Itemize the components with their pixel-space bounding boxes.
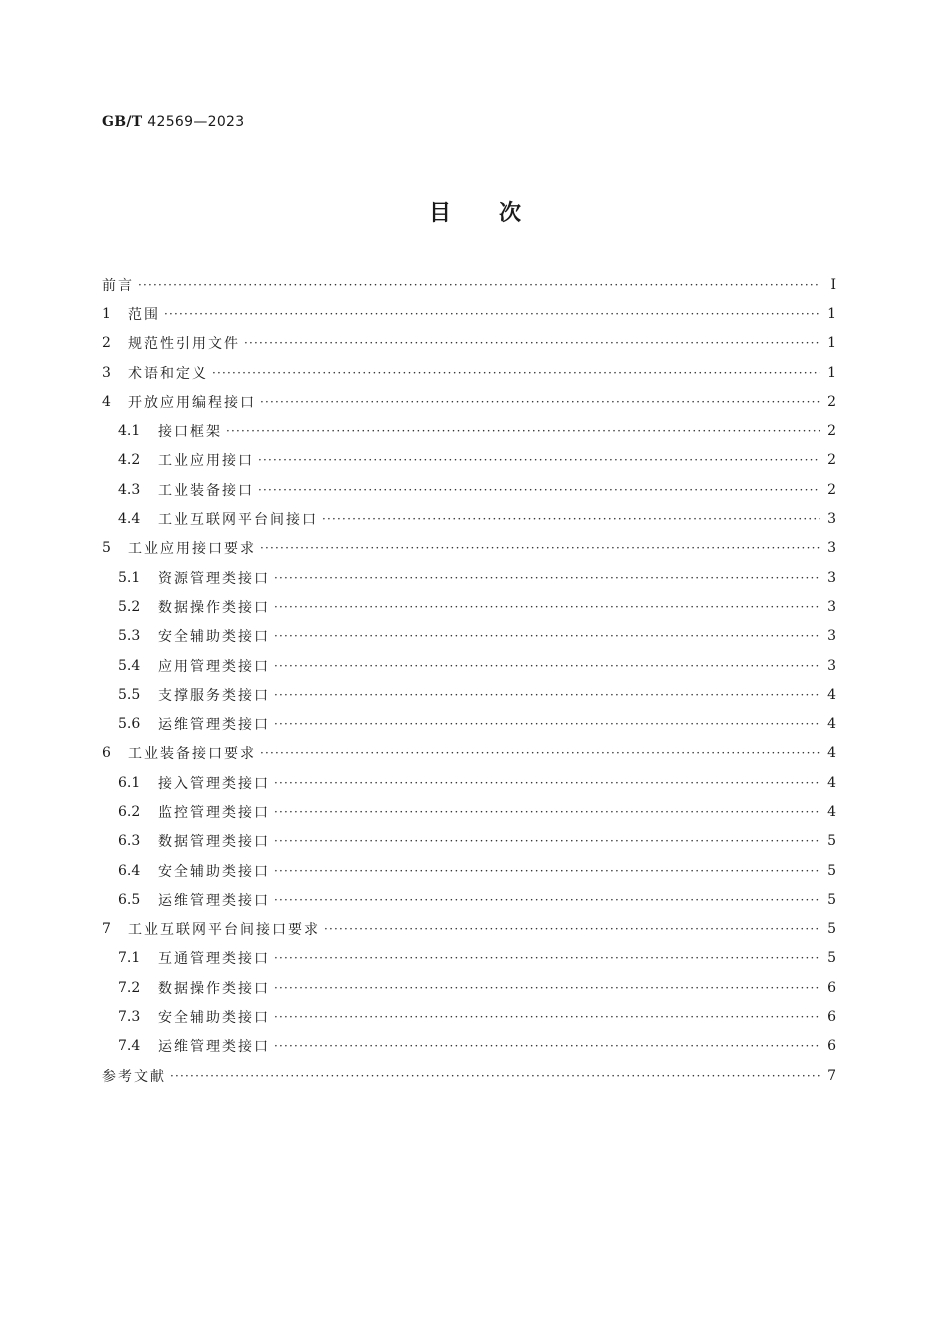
toc-entry-number: 6 bbox=[102, 745, 111, 762]
standard-code bbox=[102, 114, 244, 130]
toc-dot-leader bbox=[138, 278, 820, 292]
toc-entry[interactable] bbox=[102, 592, 836, 621]
toc-entry-number: 5 bbox=[102, 540, 111, 557]
toc-entry-number: 4.4 bbox=[118, 511, 141, 528]
toc-entry[interactable] bbox=[102, 739, 836, 768]
toc-entry[interactable] bbox=[102, 856, 836, 885]
toc-entry-page: 4 bbox=[827, 745, 836, 762]
toc-dot-leader bbox=[274, 659, 820, 673]
toc-entry-number: 6.3 bbox=[118, 833, 141, 850]
toc-entry-label: 安全辅助类接口 bbox=[158, 1010, 270, 1027]
toc-entry-page: 3 bbox=[827, 657, 836, 674]
toc-dot-leader bbox=[260, 395, 820, 409]
table-of-contents bbox=[102, 270, 836, 1090]
toc-dot-leader bbox=[244, 336, 820, 350]
toc-entry[interactable] bbox=[102, 416, 836, 445]
toc-dot-leader bbox=[274, 834, 820, 848]
toc-entry[interactable] bbox=[102, 534, 836, 563]
toc-entry-page: 3 bbox=[827, 598, 836, 615]
toc-dot-leader bbox=[274, 688, 820, 702]
toc-entry-label: 运维管理类接口 bbox=[158, 892, 270, 909]
toc-entry-page: 5 bbox=[827, 950, 836, 967]
toc-entry-label: 安全辅助类接口 bbox=[158, 629, 270, 646]
toc-entry-label: 参考文献 bbox=[102, 1068, 166, 1085]
toc-entry-label: 运维管理类接口 bbox=[158, 1039, 270, 1056]
toc-entry-label: 工业互联网平台间接口 bbox=[158, 512, 318, 529]
toc-entry-label: 支撑服务类接口 bbox=[158, 687, 270, 704]
toc-dot-leader bbox=[274, 717, 820, 731]
toc-entry[interactable] bbox=[102, 915, 836, 944]
toc-entry[interactable] bbox=[102, 797, 836, 826]
toc-entry-label: 应用管理类接口 bbox=[158, 658, 270, 675]
toc-entry-number: 4.2 bbox=[118, 452, 141, 469]
toc-dot-leader bbox=[170, 1069, 820, 1083]
toc-dot-leader bbox=[260, 746, 820, 760]
toc-entry-label: 术语和定义 bbox=[128, 365, 208, 382]
toc-dot-leader bbox=[274, 629, 820, 643]
toc-dot-leader bbox=[274, 571, 820, 585]
toc-entry[interactable] bbox=[102, 680, 836, 709]
toc-entry[interactable] bbox=[102, 475, 836, 504]
toc-entry[interactable] bbox=[102, 827, 836, 856]
toc-entry-label: 工业装备接口 bbox=[158, 482, 254, 499]
toc-entry-page: 5 bbox=[827, 921, 836, 938]
toc-entry-label: 规范性引用文件 bbox=[128, 336, 240, 353]
toc-entry-number: 5.6 bbox=[118, 716, 141, 733]
toc-entry-page: 2 bbox=[827, 481, 836, 498]
toc-entry-page: 6 bbox=[827, 979, 836, 996]
toc-dot-leader bbox=[212, 366, 820, 380]
toc-entry-page: 4 bbox=[827, 803, 836, 820]
toc-entry-label: 工业互联网平台间接口要求 bbox=[128, 922, 320, 939]
toc-entry[interactable] bbox=[102, 709, 836, 738]
toc-dot-leader bbox=[260, 541, 820, 555]
toc-entry-number: 4.1 bbox=[118, 423, 141, 440]
toc-entry-page: 4 bbox=[827, 716, 836, 733]
toc-dot-leader bbox=[274, 600, 820, 614]
toc-entry[interactable] bbox=[102, 504, 836, 533]
toc-dot-leader bbox=[274, 893, 820, 907]
toc-entry-number: 5.4 bbox=[118, 657, 141, 674]
toc-dot-leader bbox=[274, 1010, 820, 1024]
toc-entry-page: 3 bbox=[827, 511, 836, 528]
toc-entry[interactable] bbox=[102, 651, 836, 680]
toc-entry[interactable] bbox=[102, 1032, 836, 1061]
toc-entry[interactable] bbox=[102, 944, 836, 973]
toc-entry-number: 1 bbox=[102, 305, 111, 322]
toc-entry-number: 7.4 bbox=[118, 1038, 141, 1055]
toc-entry[interactable] bbox=[102, 299, 836, 328]
toc-entry-page: 2 bbox=[827, 452, 836, 469]
toc-entry-label: 范围 bbox=[128, 306, 160, 323]
toc-entry-label: 工业装备接口要求 bbox=[128, 746, 256, 763]
toc-entry-label: 数据操作类接口 bbox=[158, 980, 270, 997]
toc-dot-leader bbox=[274, 805, 820, 819]
toc-entry-page: 7 bbox=[827, 1067, 836, 1084]
toc-dot-leader bbox=[274, 951, 820, 965]
toc-entry-number: 5.2 bbox=[118, 598, 141, 615]
toc-entry-label: 安全辅助类接口 bbox=[158, 863, 270, 880]
toc-entry-number: 4.3 bbox=[118, 481, 141, 498]
toc-entry-number: 7.1 bbox=[118, 950, 141, 967]
toc-entry-page: 1 bbox=[827, 305, 836, 322]
toc-entry-page: 2 bbox=[827, 393, 836, 410]
toc-entry-number: 3 bbox=[102, 364, 111, 381]
toc-entry-page: 1 bbox=[827, 335, 836, 352]
toc-entry-page: 2 bbox=[827, 423, 836, 440]
toc-entry[interactable] bbox=[102, 768, 836, 797]
toc-entry[interactable] bbox=[102, 329, 836, 358]
toc-entry-number: 5.1 bbox=[118, 569, 141, 586]
toc-entry-label: 监控管理类接口 bbox=[158, 804, 270, 821]
toc-entry-number: 2 bbox=[102, 335, 111, 352]
toc-entry-label: 工业应用接口 bbox=[158, 453, 254, 470]
toc-entry[interactable] bbox=[102, 1061, 836, 1090]
toc-entry-number: 6.2 bbox=[118, 803, 141, 820]
toc-dot-leader bbox=[324, 922, 820, 936]
toc-entry-label: 接口框架 bbox=[158, 424, 222, 441]
toc-entry-label: 资源管理类接口 bbox=[158, 570, 270, 587]
standard-prefix: GB/T bbox=[102, 114, 143, 130]
toc-dot-leader bbox=[258, 483, 820, 497]
toc-dot-leader bbox=[274, 1039, 820, 1053]
toc-entry-page: 4 bbox=[827, 686, 836, 703]
toc-entry-page: 6 bbox=[827, 1009, 836, 1026]
toc-dot-leader bbox=[274, 776, 820, 790]
toc-entry-page: 3 bbox=[827, 540, 836, 557]
toc-entry[interactable] bbox=[102, 358, 836, 387]
toc-entry-page: 3 bbox=[827, 569, 836, 586]
standard-number: 42569—2023 bbox=[147, 114, 245, 130]
toc-entry-number: 6.1 bbox=[118, 774, 141, 791]
page-title: 目次 bbox=[428, 201, 569, 226]
toc-entry-page: 6 bbox=[827, 1038, 836, 1055]
toc-entry-number: 7.3 bbox=[118, 1009, 141, 1026]
toc-entry[interactable] bbox=[102, 387, 836, 416]
toc-entry-number: 4 bbox=[102, 393, 111, 410]
toc-dot-leader bbox=[258, 453, 820, 467]
toc-entry-number: 5.5 bbox=[118, 686, 141, 703]
toc-entry[interactable] bbox=[102, 270, 836, 299]
toc-entry-page: 5 bbox=[827, 862, 836, 879]
toc-entry[interactable] bbox=[102, 446, 836, 475]
toc-entry-number: 7.2 bbox=[118, 979, 141, 996]
toc-entry-number: 6.5 bbox=[118, 891, 141, 908]
toc-entry-label: 互通管理类接口 bbox=[158, 951, 270, 968]
toc-entry[interactable] bbox=[102, 622, 836, 651]
toc-entry-page: 4 bbox=[827, 774, 836, 791]
toc-entry-label: 前言 bbox=[102, 277, 134, 294]
toc-entry-page: 1 bbox=[827, 364, 836, 381]
toc-entry-label: 数据管理类接口 bbox=[158, 834, 270, 851]
toc-entry-page: 5 bbox=[827, 833, 836, 850]
toc-dot-leader bbox=[164, 307, 820, 321]
toc-entry-page: 5 bbox=[827, 891, 836, 908]
toc-entry[interactable] bbox=[102, 1002, 836, 1031]
toc-entry-label: 工业应用接口要求 bbox=[128, 541, 256, 558]
toc-entry-page: Ⅰ bbox=[830, 276, 836, 293]
toc-entry-number: 7 bbox=[102, 921, 111, 938]
toc-entry-label: 开放应用编程接口 bbox=[128, 394, 256, 411]
toc-entry[interactable] bbox=[102, 973, 836, 1002]
toc-dot-leader bbox=[274, 864, 820, 878]
toc-entry-number: 6.4 bbox=[118, 862, 141, 879]
toc-dot-leader bbox=[274, 981, 820, 995]
toc-entry-label: 运维管理类接口 bbox=[158, 717, 270, 734]
toc-dot-leader bbox=[226, 424, 820, 438]
toc-entry-number: 5.3 bbox=[118, 628, 141, 645]
toc-entry-page: 3 bbox=[827, 628, 836, 645]
toc-entry-label: 接入管理类接口 bbox=[158, 775, 270, 792]
toc-entry[interactable] bbox=[102, 563, 836, 592]
toc-entry-label: 数据操作类接口 bbox=[158, 599, 270, 616]
toc-entry[interactable] bbox=[102, 885, 836, 914]
toc-dot-leader bbox=[322, 512, 820, 526]
